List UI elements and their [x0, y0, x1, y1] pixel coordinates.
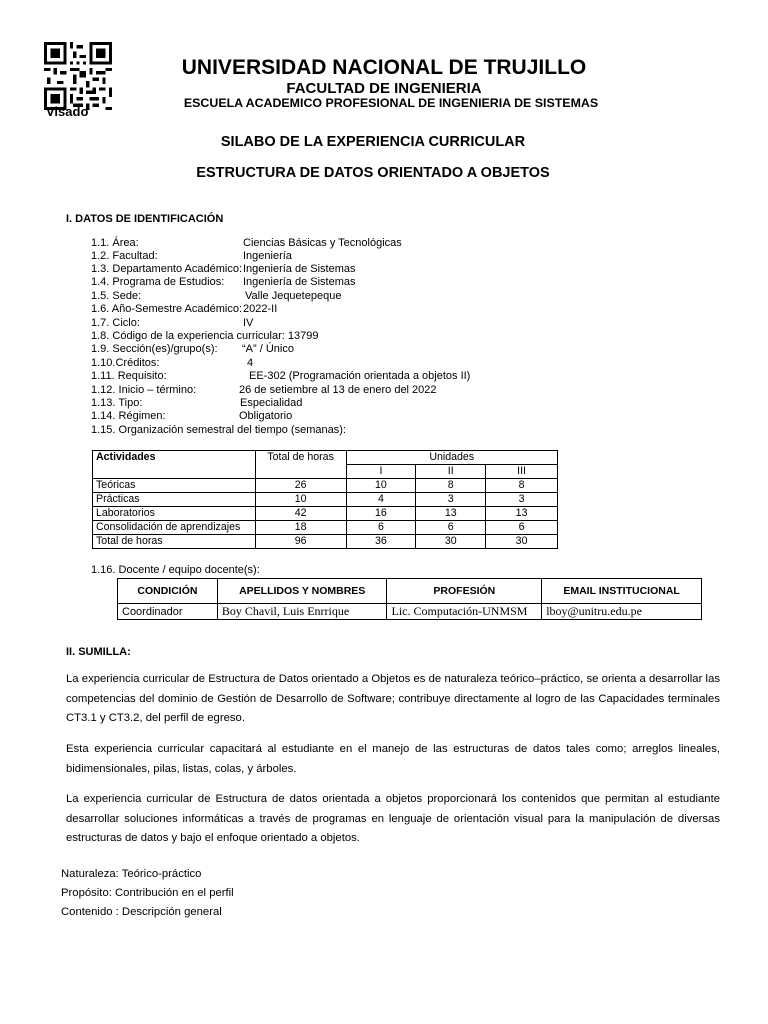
activity-cell: Consolidación de aprendizajes	[93, 521, 256, 535]
table-row	[93, 535, 558, 549]
table-row	[93, 479, 558, 493]
id-label: 1.5. Sede:	[91, 290, 142, 302]
email-cell: lboy@unitru.edu.pe	[542, 604, 702, 620]
unit-cell: 6	[346, 521, 416, 535]
condition-cell: Coordinador	[118, 604, 218, 620]
table-header-row	[118, 579, 702, 604]
id-value: Ingeniería	[243, 250, 292, 262]
nature-line: Naturaleza: Teórico-práctico	[61, 868, 202, 880]
section-identification-heading: I. DATOS DE IDENTIFICACIÓN	[66, 213, 224, 225]
course-title: ESTRUCTURA DE DATOS ORIENTADO A OBJETOS	[196, 165, 550, 181]
unit-cell: 10	[346, 479, 416, 493]
id-label: 1.12. Inicio – término:	[91, 384, 197, 396]
id-label: 1.6. Año-Semestre Académico:	[91, 303, 243, 315]
purpose-line: Propósito: Contribución en el perfil	[61, 887, 234, 899]
id-label: 1.3. Departamento Académico:	[91, 263, 243, 275]
id-label: 1.2. Facultad:	[91, 250, 158, 262]
id-label: 1.8. Código de la experiencia curricular: 13799	[91, 330, 319, 342]
id-value: Ingeniería de Sistemas	[243, 263, 356, 275]
activity-cell: Teóricas	[93, 479, 256, 493]
header-activities: Actividades	[93, 451, 256, 479]
header-email: EMAIL INSTITUCIONAL	[542, 579, 702, 604]
header-profession: PROFESIÓN	[387, 579, 542, 604]
id-label: 1.11. Requisito:	[91, 370, 167, 382]
teacher-label: 1.16. Docente / equipo docente(s):	[91, 564, 260, 576]
header-unit: III	[486, 465, 558, 479]
header-total: Total de horas	[255, 451, 346, 479]
unit-cell: 8	[486, 479, 558, 493]
teacher-table	[117, 578, 702, 620]
unit-cell: 13	[416, 507, 486, 521]
unit-cell: 30	[416, 535, 486, 549]
id-label: 1.7. Ciclo:	[91, 317, 140, 329]
header-unit: II	[416, 465, 486, 479]
table-row	[93, 521, 558, 535]
unit-cell: 36	[346, 535, 416, 549]
total-cell: 10	[255, 493, 346, 507]
unit-cell: 4	[346, 493, 416, 507]
id-value: Valle Jequetepeque	[245, 290, 342, 302]
id-label: 1.13. Tipo:	[91, 397, 143, 409]
unit-cell: 6	[486, 521, 558, 535]
header-unit: I	[346, 465, 416, 479]
id-value: “A” / Único	[242, 343, 294, 355]
document-title: SILABO DE LA EXPERIENCIA CURRICULAR	[220, 134, 526, 150]
unit-cell: 3	[416, 493, 486, 507]
header-condition: CONDICIÓN	[118, 579, 218, 604]
id-value: 2022-II	[243, 303, 278, 315]
total-cell: 42	[255, 507, 346, 521]
unit-cell: 16	[346, 507, 416, 521]
hours-table	[92, 450, 558, 549]
unit-cell: 6	[416, 521, 486, 535]
profession-cell: Lic. Computación-UNMSM	[387, 604, 542, 620]
unit-cell: 13	[486, 507, 558, 521]
sumilla-paragraph: La experiencia curricular de Estructura de datos orientada a objetos proporcionará los contenidos que permitan al estudiante desarrollar soluciones informáticas a través de programas en lenguaje de orientación visual para la manipulación de diversas estructuras de datos y bajo el enfoque orientado a objetos.	[66, 793, 720, 844]
table-row	[93, 493, 558, 507]
section-sumilla-heading: II. SUMILLA:	[66, 646, 131, 658]
unit-cell: 8	[416, 479, 486, 493]
id-label: 1.1. Área:	[91, 237, 139, 249]
id-value: Obligatorio	[239, 410, 293, 422]
table-row	[93, 507, 558, 521]
unit-cell: 3	[486, 493, 558, 507]
faculty-name: FACULTAD DE INGENIERIA	[286, 80, 482, 97]
id-label: 1.10.Créditos:	[91, 357, 160, 369]
id-label: 1.15. Organización semestral del tiempo (semanas):	[91, 424, 346, 436]
table-header-row	[93, 451, 558, 465]
id-value: IV	[243, 317, 254, 329]
activity-cell: Total de horas	[93, 535, 256, 549]
id-value: 26 de setiembre al 13 de enero del 2022	[239, 384, 437, 396]
id-label: 1.9. Sección(es)/grupo(s):	[91, 343, 218, 355]
id-value: Ciencias Básicas y Tecnológicas	[243, 237, 402, 249]
names-cell: Boy Chavil, Luis Enrrique	[217, 604, 387, 620]
sumilla-paragraph: Esta experiencia curricular capacitará al estudiante en el manejo de las estructuras de datos tales como; arreglos lineales, bidimensionales, pilas, listas, colas, y árboles.	[66, 743, 720, 775]
unit-cell: 30	[486, 535, 558, 549]
id-value: EE-302 (Programación orientada a objetos II)	[249, 370, 471, 382]
total-cell: 18	[255, 521, 346, 535]
table-row	[118, 604, 702, 620]
id-label: 1.14. Régimen:	[91, 410, 166, 422]
university-name: UNIVERSIDAD NACIONAL DE TRUJILLO	[181, 56, 587, 79]
school-name: ESCUELA ACADEMICO PROFESIONAL DE INGENIERIA DE SISTEMAS	[183, 96, 599, 110]
id-label: 1.4. Programa de Estudios:	[91, 276, 225, 288]
activity-cell: Prácticas	[93, 493, 256, 507]
sumilla-paragraph: La experiencia curricular de Estructura de Datos orientado a Objetos es de naturaleza teórico–práctico, se orienta a desarrollar las competencias del dominio de Gestión de Desarrollo de Software; contribuye directamente al logro de las Capacidades terminales CT3.1 y CT3.2, del perfil de egreso.	[66, 673, 720, 724]
content-line: Contenido : Descripción general	[61, 906, 222, 918]
header-units: Unidades	[346, 451, 558, 465]
id-value: Ingeniería de Sistemas	[243, 276, 356, 288]
total-cell: 96	[255, 535, 346, 549]
id-value: Especialidad	[240, 397, 303, 409]
activity-cell: Laboratorios	[93, 507, 256, 521]
total-cell: 26	[255, 479, 346, 493]
id-value: 4	[247, 357, 254, 369]
header-names: APELLIDOS Y NOMBRES	[217, 579, 387, 604]
visado-caption: Visado	[46, 104, 89, 119]
